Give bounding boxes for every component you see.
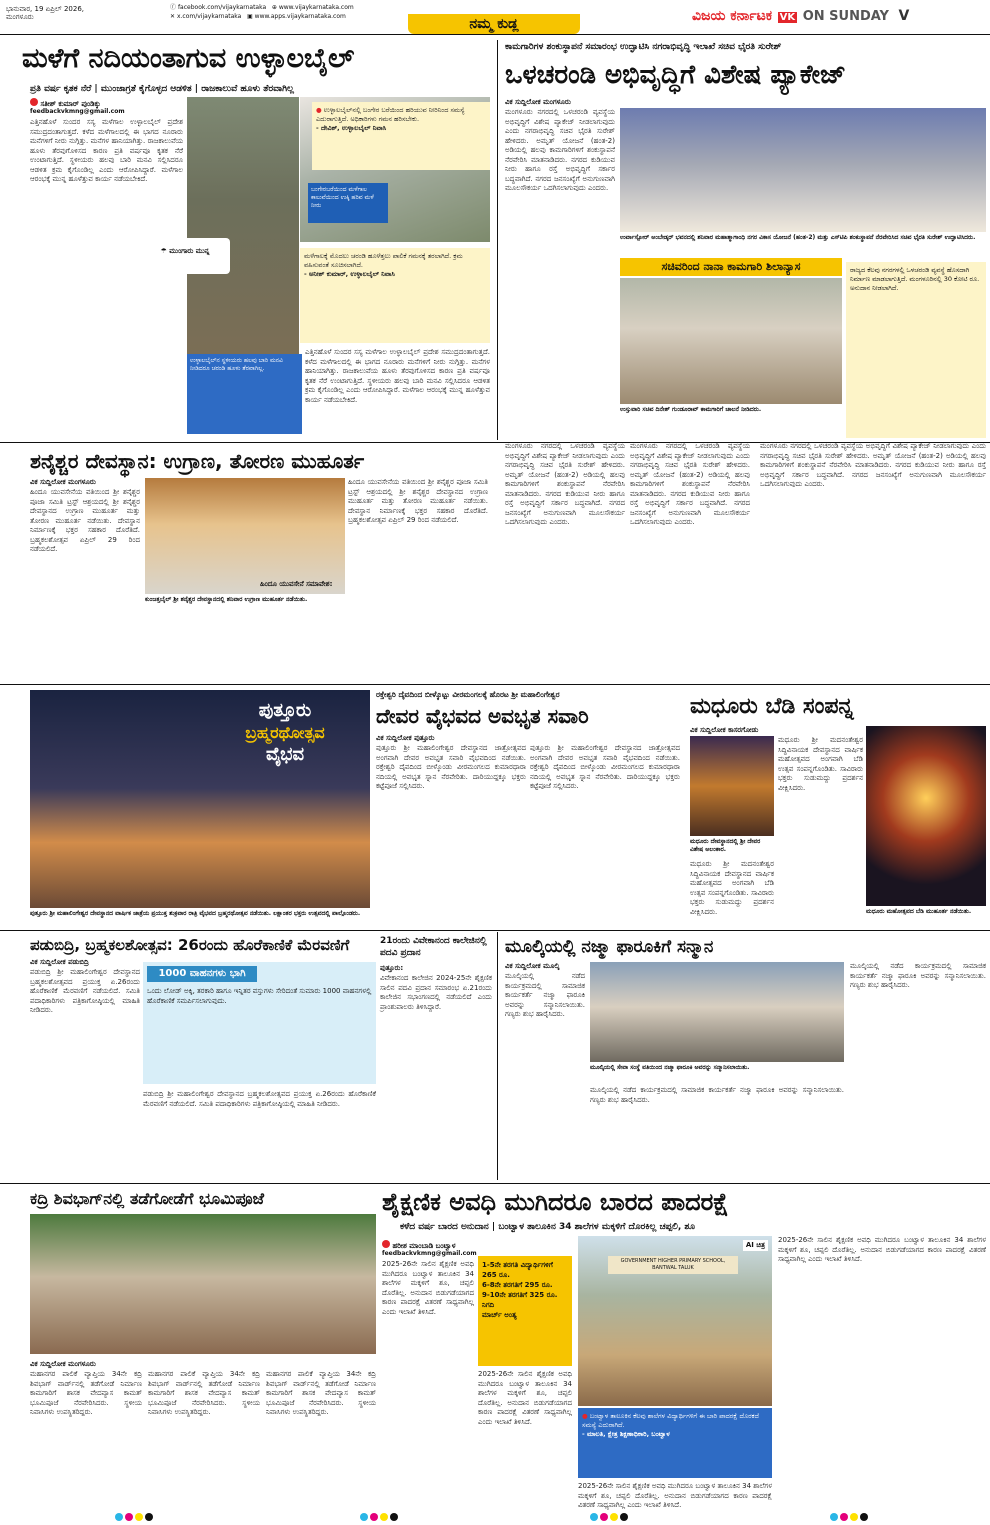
story2-subhead: ಸಚಿವರಿಂದ ನಾನಾ ಕಾಮಗಾರಿ ಶಿಲಾನ್ಯಾಸ xyxy=(620,258,842,276)
story6-photo-fireworks xyxy=(866,726,986,906)
story11-body: 2025-26ನೇ ಸಾಲಿನ ಶೈಕ್ಷಣಿಕ ಅವಧಿ ಮುಗಿದರೂ ಬಂಟ್ವಾಳ ತಾಲೂಕಿನ 34 ಶಾಲೆಗಳ ಮಕ್ಕಳಿಗೆ ಶೂ, ಚಪ್ಪಲಿ ದೊರೆತಿಲ್ಲ. ಅನುದಾನ ಬಿಡುಗಡೆಯಾಗದ ಕಾರಣ ಪಾದರಕ್ಷೆ ವಿತರಣೆ ಸಾಧ್ಯವಾಗಿಲ್ಲ ಎಂದು ಇಲಾಖೆ ತಿಳಿಸಿದೆ. xyxy=(382,1260,474,1316)
story6-headline: ಮಧೂರು ಬೆಡಿ ಸಂಪನ್ನ xyxy=(690,694,854,719)
story10-photo xyxy=(30,1214,376,1354)
section-rule-3 xyxy=(0,930,990,931)
story2-photo-foundation xyxy=(620,278,842,404)
story1-subhead: ಪ್ರತಿ ವರ್ಷ ಕೃತಕ ನೆರೆ | ಮುಂಜಾಗ್ರತೆ ಕೈಗೊಳ್ಳದ ಆಡಳಿತ | ರಾಜಕಾಲುವೆ ಹೂಳು ತೆರವಾಗಿಲ್ಲ xyxy=(30,84,294,94)
story11-headline: ಶೈಕ್ಷಣಿಕ ಅವಧಿ ಮುಗಿದರೂ ಬಾರದ ಪಾದರಕ್ಷೆ xyxy=(382,1188,729,1216)
story5-body-col2: ಪುತ್ತೂರು ಶ್ರೀ ಮಹಾಲಿಂಗೇಶ್ವರ ದೇವಸ್ಥಾನದ ಜಾತ್ರೋತ್ಸವದ ಅಂಗವಾಗಿ ದೇವರ ಅವಭೃತ ಸವಾರಿ ವೈಭವದಿಂದ ನಡೆಯಿತು. ರಕ್ತೇಶ್ವರಿ ದೈವದಿಂದ ಬೀಳ್ಕೊಂಡು ವೀರಮಂಗಲದ ಕುಮಾರಧಾರಾ ನದಿಯಲ್ಲಿ ಅವಭೃತ ಸ್ನಾನ ನೆರವೇರಿತು. ದಾರಿಯುದ್ದಕ್ಕೂ ಭಕ್ತರು ಕಟ್ಟೆಪೂಜೆ ಸಲ್ಲಿಸಿದರು. xyxy=(530,744,680,790)
story7-headline: ಪಡುಬಿದ್ರಿ, ಬ್ರಹ್ಮಕಲಶೋತ್ಸವ: 26ರಂದು ಹೊರೆಕಾಣಿಕೆ ಮೆರವಣಿಗೆ xyxy=(30,936,350,954)
cmyk-magenta xyxy=(840,1513,848,1521)
story3-body-col2: ಹಿಂದೂ ಯುವಸೇನೆಯ ವತಿಯಿಂದ ಶ್ರೀ ಶನೈಶ್ಚರ ಪೂಜಾ ಸಮಿತಿ ಟ್ರಸ್ಟ್ ಆಶ್ರಯದಲ್ಲಿ ಶ್ರೀ ಶನೈಶ್ಚರ ದೇವಸ್ಥಾನದ ಉಗ್ರಾಣ ಮುಹೂರ್ತ ಮತ್ತು ತೋರಣ ಮುಹೂರ್ತ ನಡೆಯಿತು. ದೇವಸ್ಥಾನ ನಿರ್ಮಾಣಕ್ಕೆ ಭಕ್ತರ ಸಹಕಾರ ದೊರೆತಿದೆ. ಬ್ರಹ್ಮಕಲಶೋತ್ಸವ ಏಪ್ರಿಲ್ 29 ರಿಂದ ನಡೆಯಲಿದೆ. xyxy=(348,478,488,524)
cmyk-black xyxy=(390,1513,398,1521)
column-rule xyxy=(497,40,498,440)
cmyk-black xyxy=(620,1513,628,1521)
stat-line: 9-10ನೇ ತರಗತಿಗೆ 325 ರೂ. ನಿಗದಿ xyxy=(482,1291,558,1309)
story7-body-col2: ಪಡುಬಿದ್ರಿ ಶ್ರೀ ಮಹಾಲಿಂಗೇಶ್ವರ ದೇವಸ್ಥಾನದ ಬ್ರಹ್ಮಕಲಶೋತ್ಸವದ ಪ್ರಯುಕ್ತ ಏ.26ರಂದು ಹೊರೆಕಾಣಿಕೆ ಮೆರವಣಿಗೆ ನಡೆಯಲಿದೆ. ಸಮಿತಿ ಪದಾಧಿಕಾರಿಗಳು ಪತ್ರಿಕಾಗೋಷ್ಠಿಯಲ್ಲಿ ಮಾಹಿತಿ ನೀಡಿದರು. xyxy=(143,1090,376,1108)
story2-byline: ವಿಕ ಸುದ್ದಿಲೋಕ ಮಂಗಳೂರು xyxy=(505,98,571,106)
story2-kicker: ಕಾಮಗಾರಿಗಳ ಶಂಕುಸ್ಥಾಪನೆ ಸಮಾರಂಭ ಉದ್ಘಾಟಿಸಿ ನಗರಾಭಿವೃದ್ಧಿ ಇಲಾಖೆ ಸಚಿವ ಭೈರತಿ ಸುರೇಶ್ xyxy=(505,42,782,52)
cmyk-yellow xyxy=(135,1513,143,1521)
story2-body-col3: ಮಂಗಳೂರು ನಗರದಲ್ಲಿ ಒಳಚರಂಡಿ ವ್ಯವಸ್ಥೆಯ ಅಭಿವೃದ್ಧಿಗೆ ವಿಶೇಷ ಪ್ಯಾಕೇಜ್ ನೀಡಲಾಗುವುದು ಎಂದು ನಗರಾಭಿವೃದ್ಧಿ ಸಚಿವ ಭೈರತಿ ಸುರೇಶ್ ಹೇಳಿದರು. ಅಮೃತ್ ಯೋಜನೆ (ಹಂತ-2) ಅಡಿಯಲ್ಲಿ ಹಲವು ಕಾಮಗಾರಿಗಳಿಗೆ ಶಂಕುಸ್ಥಾಪನೆ ನೆರವೇರಿಸಿ ಮಾತನಾಡಿದರು. ನಗರದ ಕುಡಿಯುವ ನೀರು ಹಾಗೂ ರಸ್ತೆ ಅಭಿವೃದ್ಧಿಗೆ ಸರ್ಕಾರ ಬದ್ಧವಾಗಿದೆ. ನಗರದ ಜನಸಂಖ್ಯೆಗೆ ಅನುಗುಣವಾಗಿ ಮೂಲಸೌಕರ್ಯ ಒದಗಿಸಲಾಗುವುದು ಎಂದರು. xyxy=(505,442,625,526)
footer-color-marks xyxy=(0,1506,990,1518)
cmyk-black xyxy=(145,1513,153,1521)
story1-body: ಎತ್ತಿನಹೊಳೆ ಸುಂದರ ಸಸ್ಯ ಮಳೆಗಾಲ ಉಳ್ಳಾಲಬೈಲ್ ಪ್ರದೇಶ ಸಮುದ್ರದಂತಾಗುತ್ತದೆ. ಕಳೆದ ಮಳೆಗಾಲದಲ್ಲಿ ಈ ಭಾಗದ ನೂರಾರು ಮನೆಗಳಿಗೆ ನೀರು ನುಗ್ಗಿತ್ತು. ಮನೆಗಳ ಹಾನಿಯಾಗಿತ್ತು. ರಾಜಕಾಲುವೆಯ ಹೂಳು ತೆರವುಗೊಳಿಸದ ಕಾರಣ ಪ್ರತಿ ವರ್ಷವೂ ಕೃತಕ ನೆರೆ ಉಂಟಾಗುತ್ತಿದೆ. ಸ್ಥಳೀಯರು ಹಲವು ಬಾರಿ ಮನವಿ ಸಲ್ಲಿಸಿದರೂ ಆಡಳಿತ ಕ್ರಮ ಕೈಗೊಂಡಿಲ್ಲ ಎಂದು ಆರೋಪಿಸಿದ್ದಾರೆ. ಮಳೆಗಾಲ ಆರಂಭಕ್ಕೆ ಮುನ್ನ ಹೂಳೆತ್ತುವ ಕಾರ್ಯ ನಡೆಯಬೇಕಿದೆ. xyxy=(30,118,183,183)
story10-body-col3: ಮಹಾನಗರ ಪಾಲಿಕೆ ವ್ಯಾಪ್ತಿಯ 34ನೇ ಕದ್ರಿ ಶಿವಭಾಗ್ ವಾರ್ಡ್‌ನಲ್ಲಿ ತಡೆಗೋಡೆ ನಿರ್ಮಾಣ ಕಾಮಗಾರಿಗೆ ಶಾಸಕ ವೇದವ್ಯಾಸ ಕಾಮತ್ ಭೂಮಿಪೂಜೆ ನೆರವೇರಿಸಿದರು. ಸ್ಥಳೀಯ ನಿವಾಸಿಗಳು ಉಪಸ್ಥಿತರಿದ್ದರು. xyxy=(266,1370,376,1416)
author-icon xyxy=(30,98,38,106)
story5-kicker: ರಕ್ತೇಶ್ವರಿ ದೈವದಿಂದ ಬೀಳ್ಕೊಟ್ಟು ವೀರಮಂಗಲಕ್ಕೆ ಹೊರಟ ಶ್ರೀ ಮಹಾಲಿಂಗೇಶ್ವರ xyxy=(376,690,560,699)
story2-photo-caption: ಉರ್ವಾಸ್ಟೋರ್ ಅಂಬೇಡ್ಕರ್ ಭವನದಲ್ಲಿ ಶನಿವಾರ ಮಹಾತ್ಮಾಗಾಂಧಿ ನಗರ ವಿಕಾಸ ಯೋಜನೆ (ಹಂತ-2) ಮತ್ತು ಎಸ್‌ಟಿಪಿ ಶಂಕುಸ್ಥಾಪನೆ ನೆರವೇರಿಸಿದ ಸಚಿವ ಭೈರತಿ ಸುರೇಶ್ ಉದ್ಘಾಟಿಸಿದರು. xyxy=(620,234,976,241)
story1-email[interactable]: feedbackvkmng@gmail.com xyxy=(30,108,125,115)
story8-body: ವಿವೇಕಾನಂದ ಕಾಲೇಜಿನ 2024-25ನೇ ಶೈಕ್ಷಣಿಕ ಸಾಲಿನ ಪದವಿ ಪ್ರದಾನ ಸಮಾರಂಭ ಏ.21ರಂದು ಕಾಲೇಜಿನ ಸಭಾಂಗಣದಲ್ಲಿ ನಡೆಯಲಿದೆ ಎಂದು ಪ್ರಾಂಶುಪಾಲರು ತಿಳಿಸಿದ್ದಾರೆ. xyxy=(380,974,492,1011)
story6-body-col2: ಮಧೂರು ಶ್ರೀ ಮದನಂತೇಶ್ವರ ಸಿದ್ಧಿವಿನಾಯಕ ದೇವಸ್ಥಾನದ ವಾರ್ಷಿಕ ಮಹೋತ್ಸವದ ಅಂಗವಾಗಿ ಬೆಡಿ ಉತ್ಸವ ಸಂಪನ್ನಗೊಂಡಿತು. ಸಾವಿರಾರು ಭಕ್ತರು ಸುಡುಮದ್ದು ಪ್ರದರ್ಶನ ವೀಕ್ಷಿಸಿದರು. xyxy=(690,860,774,916)
story1-body-col2: ಎತ್ತಿನಹೊಳೆ ಸುಂದರ ಸಸ್ಯ ಮಳೆಗಾಲ ಉಳ್ಳಾಲಬೈಲ್ ಪ್ರದೇಶ ಸಮುದ್ರದಂತಾಗುತ್ತದೆ. ಕಳೆದ ಮಳೆಗಾಲದಲ್ಲಿ ಈ ಭಾಗದ ನೂರಾರು ಮನೆಗಳಿಗೆ ನೀರು ನುಗ್ಗಿತ್ತು. ಮನೆಗಳ ಹಾನಿಯಾಗಿತ್ತು. ರಾಜಕಾಲುವೆಯ ಹೂಳು ತೆರವುಗೊಳಿಸದ ಕಾರಣ ಪ್ರತಿ ವರ್ಷವೂ ಕೃತಕ ನೆರೆ ಉಂಟಾಗುತ್ತಿದೆ. ಸ್ಥಳೀಯರು ಹಲವು ಬಾರಿ ಮನವಿ ಸಲ್ಲಿಸಿದರೂ ಆಡಳಿತ ಕ್ರಮ ಕೈಗೊಂಡಿಲ್ಲ ಎಂದು ಆರೋಪಿಸಿದ್ದಾರೆ. ಮಳೆಗಾಲ ಆರಂಭಕ್ಕೆ ಮುನ್ನ ಹೂಳೆತ್ತುವ ಕಾರ್ಯ ನಡೆಯಬೇಕಿದೆ. xyxy=(305,348,490,404)
story2-sub-caption: ಉಸ್ತುವಾರಿ ಸಚಿವ ದಿನೇಶ್ ಗುಂಡೂರಾವ್ ಕಾಮಗಾರಿಗೆ ಚಾಲನೆ ನೀಡಿದರು. xyxy=(620,406,762,413)
story1-callout: ಬಂಗೇರಬರೆಯಿಂದ ಮಳೆಗಾಲ ಕಾಲುವೆಯಿಂದ ಉಕ್ಕಿ ಹರಿವ ಮಳೆ ನೀರು xyxy=(308,183,388,223)
story10-body: ಮಹಾನಗರ ಪಾಲಿಕೆ ವ್ಯಾಪ್ತಿಯ 34ನೇ ಕದ್ರಿ ಶಿವಭಾಗ್ ವಾರ್ಡ್‌ನಲ್ಲಿ ತಡೆಗೋಡೆ ನಿರ್ಮಾಣ ಕಾಮಗಾರಿಗೆ ಶಾಸಕ ವೇದವ್ಯಾಸ ಕಾಮತ್ ಭೂಮಿಪೂಜೆ ನೆರವೇರಿಸಿದರು. ಸ್ಥಳೀಯ ನಿವಾಸಿಗಳು ಉಪಸ್ಥಿತರಿದ್ದರು. xyxy=(30,1370,142,1416)
story3-body: ಹಿಂದೂ ಯುವಸೇನೆಯ ವತಿಯಿಂದ ಶ್ರೀ ಶನೈಶ್ಚರ ಪೂಜಾ ಸಮಿತಿ ಟ್ರಸ್ಟ್ ಆಶ್ರಯದಲ್ಲಿ ಶ್ರೀ ಶನೈಶ್ಚರ ದೇವಸ್ಥಾನದ ಉಗ್ರಾಣ ಮುಹೂರ್ತ ಮತ್ತು ತೋರಣ ಮುಹೂರ್ತ ನಡೆಯಿತು. ದೇವಸ್ಥಾನ ನಿರ್ಮಾಣಕ್ಕೆ ಭಕ್ತರ ಸಹಕಾರ ದೊರೆತಿದೆ. ಬ್ರಹ್ಮಕಲಶೋತ್ಸವ ಏಪ್ರಿಲ್ 29 ರಿಂದ ನಡೆಯಲಿದೆ. xyxy=(30,488,140,553)
story3-photo-caption: ಕುಂಜತ್ತಬೈಲ್ ಶ್ರೀ ಶನೈಶ್ಚರ ದೇವಸ್ಥಾನದಲ್ಲಿ ಶನಿವಾರ ಉಗ್ರಾಣ ಮುಹೂರ್ತ ನಡೆಯಿತು. xyxy=(145,596,308,603)
story9-photo xyxy=(590,962,844,1062)
quote-dot-icon: ● xyxy=(316,106,322,114)
cmyk-magenta xyxy=(600,1513,608,1521)
stat-line: ಮಾರ್ಚ್ ಅಂತ್ಯ xyxy=(482,1311,517,1319)
cmyk-mark xyxy=(115,1506,155,1525)
story7-box-text: ಒಂದು ಲೋಡ್ ಅಕ್ಕಿ, ತರಕಾರಿ ಹಾಗೂ ಇನ್ನಿತರ ವಸ್ತುಗಳು ಸೇರಿದಂತೆ ಸುಮಾರು 1000 ವಾಹನಗಳಲ್ಲಿ ಹೊರೆಕಾಣಿಕೆ ಸಮರ್ಪಿಸಲಾಗುವುದು. xyxy=(147,987,372,1005)
story2-side-note: ರಾಜ್ಯದ ಕೆಲವು ನಗರಗಳಲ್ಲಿ ಒಳಚರಂಡಿ ವ್ಯವಸ್ಥೆ ಹೊಸದಾಗಿ ನಿರ್ಮಾಣ ಮಾಡಲಾಗುತ್ತಿದೆ. ಮಂಗಳೂರಿನಲ್ಲಿ 30 ಕೋಟಿ ರೂ. ಅನುದಾನ ನೀಡಲಾಗಿದೆ. xyxy=(846,262,986,438)
story5-byline: ವಿಕ ಸುದ್ದಿಲೋಕ ಪುತ್ತೂರು xyxy=(376,734,435,742)
story11-body-col4: 2025-26ನೇ ಸಾಲಿನ ಶೈಕ್ಷಣಿಕ ಅವಧಿ ಮುಗಿದರೂ ಬಂಟ್ವಾಳ ತಾಲೂಕಿನ 34 ಶಾಲೆಗಳ ಮಕ್ಕಳಿಗೆ ಶೂ, ಚಪ್ಪಲಿ ದೊರೆತಿಲ್ಲ. ಅನುದಾನ ಬಿಡುಗಡೆಯಾಗದ ಕಾರಣ ಪಾದರಕ್ಷೆ ವಿತರಣೆ ಸಾಧ್ಯವಾಗಿಲ್ಲ ಎಂದು ಇಲಾಖೆ ತಿಳಿಸಿದೆ. xyxy=(778,1236,986,1263)
cmyk-cyan xyxy=(590,1513,598,1521)
story2-body: ಮಂಗಳೂರು ನಗರದಲ್ಲಿ ಒಳಚರಂಡಿ ವ್ಯವಸ್ಥೆಯ ಅಭಿವೃದ್ಧಿಗೆ ವಿಶೇಷ ಪ್ಯಾಕೇಜ್ ನೀಡಲಾಗುವುದು ಎಂದು ನಗರಾಭಿವೃದ್ಧಿ ಸಚಿವ ಭೈರತಿ ಸುರೇಶ್ ಹೇಳಿದರು. ಅಮೃತ್ ಯೋಜನೆ (ಹಂತ-2) ಅಡಿಯಲ್ಲಿ ಹಲವು ಕಾಮಗಾರಿಗಳಿಗೆ ಶಂಕುಸ್ಥಾಪನೆ ನೆರವೇರಿಸಿ ಮಾತನಾಡಿದರು. ನಗರದ ಕುಡಿಯುವ ನೀರು ಹಾಗೂ ರಸ್ತೆ ಅಭಿವೃದ್ಧಿಗೆ ಸರ್ಕಾರ ಬದ್ಧವಾಗಿದೆ. ನಗರದ ಜನಸಂಖ್ಯೆಗೆ ಅನುಗುಣವಾಗಿ ಮೂಲಸೌಕರ್ಯ ಒದಗಿಸಲಾಗುವುದು ಎಂದರು. xyxy=(505,108,615,192)
story1-photo-caption: ಉಳ್ಳಾಲಬೈಲ್‌ನ ಸ್ಥಳೀಯರು ಹಲವು ಬಾರಿ ಮನವಿ ನೀಡಿದರೂ ಚರಂಡಿ ಹೂಳು ತೆರವಾಗಿಲ್ಲ. xyxy=(187,354,302,434)
story7-byline: ವಿಕ ಸುದ್ದಿಲೋಕ ಪಡುಬಿದ್ರಿ xyxy=(30,958,89,966)
story2-body-col4: ಮಂಗಳೂರು ನಗರದಲ್ಲಿ ಒಳಚರಂಡಿ ವ್ಯವಸ್ಥೆಯ ಅಭಿವೃದ್ಧಿಗೆ ವಿಶೇಷ ಪ್ಯಾಕೇಜ್ ನೀಡಲಾಗುವುದು ಎಂದು ನಗರಾಭಿವೃದ್ಧಿ ಸಚಿವ ಭೈರತಿ ಸುರೇಶ್ ಹೇಳಿದರು. ಅಮೃತ್ ಯೋಜನೆ (ಹಂತ-2) ಅಡಿಯಲ್ಲಿ ಹಲವು ಕಾಮಗಾರಿಗಳಿಗೆ ಶಂಕುಸ್ಥಾಪನೆ ನೆರವೇರಿಸಿ ಮಾತನಾಡಿದರು. ನಗರದ ಕುಡಿಯುವ ನೀರು ಹಾಗೂ ರಸ್ತೆ ಅಭಿವೃದ್ಧಿಗೆ ಸರ್ಕಾರ ಬದ್ಧವಾಗಿದೆ. ನಗರದ ಜನಸಂಖ್ಯೆಗೆ ಅನುಗುಣವಾಗಿ ಮೂಲಸೌಕರ್ಯ ಒದಗಿಸಲಾಗುವುದು ಎಂದರು. xyxy=(630,442,750,526)
story5-headline: ದೇವರ ವೈಭವದ ಅವಭೃತ ಸವಾರಿ xyxy=(376,704,589,728)
story10-body-col2: ಮಹಾನಗರ ಪಾಲಿಕೆ ವ್ಯಾಪ್ತಿಯ 34ನೇ ಕದ್ರಿ ಶಿವಭಾಗ್ ವಾರ್ಡ್‌ನಲ್ಲಿ ತಡೆಗೋಡೆ ನಿರ್ಮಾಣ ಕಾಮಗಾರಿಗೆ ಶಾಸಕ ವೇದವ್ಯಾಸ ಕಾಮತ್ ಭೂಮಿಪೂಜೆ ನೆರವೇರಿಸಿದರು. ಸ್ಥಳೀಯ ನಿವಾಸಿಗಳು ಉಪಸ್ಥಿತರಿದ್ದರು. xyxy=(148,1370,260,1416)
story7-box xyxy=(143,962,376,1084)
section-rule-2 xyxy=(0,684,990,685)
story2-photo-ceremony xyxy=(620,108,986,232)
story3-byline: ವಿಕ ಸುದ್ದಿಲೋಕ ಮಂಗಳೂರು xyxy=(30,478,96,486)
brand-logo: ವಿಜಯ ಕರ್ನಾಟಕ VK ON SUNDAY V xyxy=(692,8,910,24)
cmyk-magenta xyxy=(370,1513,378,1521)
story8-byline: ಪುತ್ತೂರು: xyxy=(380,964,404,972)
story4-photo-caption: ಪುತ್ತೂರು ಶ್ರೀ ಮಹಾಲಿಂಗೇಶ್ವರ ದೇವಸ್ಥಾನದ ವಾರ್ಷಿಕ ಜಾತ್ರೆಯ ಪ್ರಯುಕ್ತ ಶುಕ್ರವಾರ ರಾತ್ರಿ ವೈಭವದ ಬ್ರಹ್ಮರಥೋತ್ಸವ ನಡೆಯಿತು. ಲಕ್ಷಾಂತರ ಭಕ್ತರು ಉತ್ಸವದಲ್ಲಿ ಪಾಲ್ಗೊಂಡರು. xyxy=(30,910,361,917)
quote-dot-icon: ● xyxy=(582,1412,588,1420)
story1-photo-flood xyxy=(187,97,299,354)
story3-headline: ಶನೈಶ್ಚರ ದೇವಸ್ಥಾನ: ಉಗ್ರಾಣ, ತೋರಣ ಮುಹೂರ್ತ xyxy=(30,449,365,473)
cmyk-yellow xyxy=(850,1513,858,1521)
story9-body-bottom: ಮೂಲ್ಕಿಯಲ್ಲಿ ನಡೆದ ಕಾರ್ಯಕ್ರಮದಲ್ಲಿ ಸಾಮಾಜಿಕ ಕಾರ್ಯಕರ್ತೆ ನಜ್ಮಾ ಫಾರೂಕಿ ಅವರನ್ನು ಸನ್ಮಾನಿಸಲಾಯಿತು. ಗಣ್ಯರು ಶುಭ ಹಾರೈಸಿದರು. xyxy=(590,1086,844,1104)
story9-byline: ವಿಕ ಸುದ್ದಿಲೋಕ ಮೂಲ್ಕಿ xyxy=(505,962,560,970)
story9-body-right: ಮೂಲ್ಕಿಯಲ್ಲಿ ನಡೆದ ಕಾರ್ಯಕ್ರಮದಲ್ಲಿ ಸಾಮಾಜಿಕ ಕಾರ್ಯಕರ್ತೆ ನಜ್ಮಾ ಫಾರೂಕಿ ಅವರನ್ನು ಸನ್ಮಾನಿಸಲಾಯಿತು. ಗಣ್ಯರು ಶುಭ ಹಾರೈಸಿದರು. xyxy=(850,962,986,989)
story3-sub-label: ಹಿಂದೂ ಯುವಸೇನೆ ಸಮಾವೇಶ: xyxy=(260,580,333,588)
story11-body-col3: 2025-26ನೇ ಸಾಲಿನ ಶೈಕ್ಷಣಿಕ ಅವಧಿ ಮುಗಿದರೂ ಬಂಟ್ವಾಳ ತಾಲೂಕಿನ 34 ಶಾಲೆಗಳ ಮಕ್ಕಳಿಗೆ ಶೂ, ಚಪ್ಪಲಿ ದೊರೆತಿಲ್ಲ. ಅನುದಾನ ಬಿಡುಗಡೆಯಾಗದ ಕಾರಣ ಪಾದರಕ್ಷೆ ವಿತರಣೆ ಸಾಧ್ಯವಾಗಿಲ್ಲ ಎಂದು ಇಲಾಖೆ ತಿಳಿಸಿದೆ. xyxy=(578,1482,772,1509)
section-title: ನಮ್ಮ ಕುಡ್ಲ xyxy=(408,14,580,34)
cmyk-cyan xyxy=(115,1513,123,1521)
story8-headline: 21ರಂದು ವಿವೇಕಾನಂದ ಕಾಲೇಜಿನಲ್ಲಿ ಪದವಿ ಪ್ರದಾನ xyxy=(380,936,487,958)
story6-photo-idol xyxy=(690,736,774,836)
author-icon xyxy=(382,1240,390,1248)
story11-photo-school xyxy=(578,1236,772,1406)
story11-photo-caption: ● ಬಂಟ್ವಾಳ ತಾಲೂಕಿನ ಕೆಲವು ಶಾಲೆಗಳ ವಿದ್ಯಾರ್ಥಿಗಳಿಗೆ ಈ ಬಾರಿ ಪಾದರಕ್ಷೆ ದೊರಕದೆ ಸಮಸ್ಯೆ ಎದುರಾಗಿದೆ. - ಮಾಲತಿ, ಕ್ಷೇತ್ರ ಶಿಕ್ಷಣಾಧಿಕಾರಿ, ಬಂಟ್ವಾಳ xyxy=(578,1408,772,1478)
story9-headline: ಮೂಲ್ಕಿಯಲ್ಲಿ ನಜ್ಮಾ ಫಾರೂಕಿಗೆ ಸನ್ಮಾನ xyxy=(505,937,714,957)
story5-body: ಪುತ್ತೂರು ಶ್ರೀ ಮಹಾಲಿಂಗೇಶ್ವರ ದೇವಸ್ಥಾನದ ಜಾತ್ರೋತ್ಸವದ ಅಂಗವಾಗಿ ದೇವರ ಅವಭೃತ ಸವಾರಿ ವೈಭವದಿಂದ ನಡೆಯಿತು. ರಕ್ತೇಶ್ವರಿ ದೈವದಿಂದ ಬೀಳ್ಕೊಂಡು ವೀರಮಂಗಲದ ಕುಮಾರಧಾರಾ ನದಿಯಲ್ಲಿ ಅವಭೃತ ಸ್ನಾನ ನೆರವೇರಿತು. ದಾರಿಯುದ್ದಕ್ಕೂ ಭಕ್ತರು ಕಟ್ಟೆಪೂಜೆ ಸಲ್ಲಿಸಿದರು. xyxy=(376,744,526,790)
cmyk-cyan xyxy=(360,1513,368,1521)
story6-caption-left: ಮಧೂರು ದೇವಸ್ಥಾನದಲ್ಲಿ ಶ್ರೀ ದೇವರ ವಿಶೇಷ ಅಲಂಕಾರ. xyxy=(690,838,761,853)
story1-byline: ಸತೀಶ್ ಕುಮಾರ್ ಪುಂಡಿಕ್ಕು xyxy=(30,98,190,109)
story1-tag: ☂ ಮುಂಗಾರು ಮುನ್ನ xyxy=(140,238,230,274)
date-line: ಭಾನುವಾರ, 19 ಏಪ್ರಿಲ್ 2026, ಮಂಗಳೂರು xyxy=(6,5,84,21)
cmyk-black xyxy=(860,1513,868,1521)
story11-subhead: ಕಳೆದ ವರ್ಷ ಬಾರದ ಅನುದಾನ | ಬಂಟ್ವಾಳ ತಾಲೂಕಿನ 34 ಶಾಲೆಗಳ ಮಕ್ಕಳಿಗೆ ದೊರಕಿಲ್ಲ ಚಪ್ಪಲಿ, ಶೂ xyxy=(400,1222,696,1232)
story11-body-col2: 2025-26ನೇ ಸಾಲಿನ ಶೈಕ್ಷಣಿಕ ಅವಧಿ ಮುಗಿದರೂ ಬಂಟ್ವಾಳ ತಾಲೂಕಿನ 34 ಶಾಲೆಗಳ ಮಕ್ಕಳಿಗೆ ಶೂ, ಚಪ್ಪಲಿ ದೊರೆತಿಲ್ಲ. ಅನುದಾನ ಬಿಡುಗಡೆಯಾಗದ ಕಾರಣ ಪಾದರಕ್ಷೆ ವಿತರಣೆ ಸಾಧ್ಯವಾಗಿಲ್ಲ ಎಂದು ಇಲಾಖೆ ತಿಳಿಸಿದೆ. xyxy=(478,1370,572,1426)
story6-body: ಮಧೂರು ಶ್ರೀ ಮದನಂತೇಶ್ವರ ಸಿದ್ಧಿವಿನಾಯಕ ದೇವಸ್ಥಾನದ ವಾರ್ಷಿಕ ಮಹೋತ್ಸವದ ಅಂಗವಾಗಿ ಬೆಡಿ ಉತ್ಸವ ಸಂಪನ್ನಗೊಂಡಿತು. ಸಾವಿರಾರು ಭಕ್ತರು ಸುಡುಮದ್ದು ಪ್ರದರ್ಶನ ವೀಕ್ಷಿಸಿದರು. xyxy=(778,736,863,792)
story1-headline: ಮಳೆಗೆ ನದಿಯಂತಾಗುವ ಉಳ್ಳಾಲಬೈಲ್ xyxy=(22,43,355,74)
story1-quote2: ಮಳೆಗಾಲಕ್ಕೆ ಮೊದಲು ಚರಂಡಿ ಹೂಳೆತ್ತಲು ಪಾಲಿಕೆ ಗಮನಕ್ಕೆ ತರಲಾಗಿದೆ. ಕ್ರಮ ವಹಿಸುವಂತೆ ಸೂಚಿಸಲಾಗಿದೆ. - ಅನೀಶ್ ಕುಮಾರ್, ಉಳ್ಳಾಲಬೈಲ್ ನಿವಾಸಿ xyxy=(300,248,490,343)
stat-line: 1-5ನೇ ತರಗತಿ ವಿದ್ಯಾರ್ಥಿಗಳಿಗೆ 265 ರೂ. xyxy=(482,1261,553,1279)
x-icon: ✕ xyxy=(170,13,176,20)
social-links[interactable]: ⓕ facebook.com/vijaykarnataka ⊕ www.vijaykarnataka.com ✕ x.com/vijaykarnataka ▣ www.apps.vijaykarnataka.com xyxy=(170,4,354,20)
umbrella-icon: ☂ xyxy=(160,247,167,255)
cmyk-mark xyxy=(590,1506,630,1525)
masthead-rule xyxy=(0,34,990,35)
stat-line: 6-8ನೇ ತರಗತಿಗೆ 295 ರೂ. xyxy=(482,1281,553,1289)
story11-byline: ಹರೀಶ ಮಾಂಬಾಡಿ ಬಂಟ್ವಾಳ xyxy=(382,1240,572,1251)
app-icon: ▣ xyxy=(247,13,253,20)
cmyk-magenta xyxy=(125,1513,133,1521)
cmyk-mark xyxy=(360,1506,400,1525)
story9-body-left: ಮೂಲ್ಕಿಯಲ್ಲಿ ನಡೆದ ಕಾರ್ಯಕ್ರಮದಲ್ಲಿ ಸಾಮಾಜಿಕ ಕಾರ್ಯಕರ್ತೆ ನಜ್ಮಾ ಫಾರೂಕಿ ಅವರನ್ನು ಸನ್ಮಾನಿಸಲಾಯಿತು. ಗಣ್ಯರು ಶುಭ ಹಾರೈಸಿದರು. xyxy=(505,972,585,1018)
cmyk-yellow xyxy=(380,1513,388,1521)
cmyk-mark xyxy=(830,1506,870,1525)
cmyk-yellow xyxy=(610,1513,618,1521)
story9-photo-caption: ಮೂಲ್ಕಿಯಲ್ಲಿ ಸೇವಾ ಸಂಸ್ಥೆ ವತಿಯಿಂದ ನಜ್ಮಾ ಫಾರೂಕಿ ಅವರನ್ನು ಸನ್ಮಾನಿಸಲಾಯಿತು. xyxy=(590,1064,750,1071)
story2-headline: ಒಳಚರಂಡಿ ಅಭಿವೃದ್ಧಿಗೆ ವಿಶೇಷ ಪ್ಯಾಕೇಜ್ xyxy=(505,60,846,90)
story10-byline: ವಿಕ ಸುದ್ದಿಲೋಕ ಮಂಗಳೂರು xyxy=(30,1360,96,1368)
story11-stats-box xyxy=(478,1256,572,1366)
story11-email[interactable]: feedbackvkmng@gmail.com xyxy=(382,1250,477,1257)
story6-byline: ವಿಕ ಸುದ್ದಿಲೋಕ ಕಾಸರಗೋಡು xyxy=(690,726,759,734)
story7-badge: 1000 ವಾಹನಗಳು ಭಾಗಿ xyxy=(147,966,257,982)
section-rule-4 xyxy=(0,1183,990,1184)
story7-body: ಪಡುಬಿದ್ರಿ ಶ್ರೀ ಮಹಾಲಿಂಗೇಶ್ವರ ದೇವಸ್ಥಾನದ ಬ್ರಹ್ಮಕಲಶೋತ್ಸವದ ಪ್ರಯುಕ್ತ ಏ.26ರಂದು ಹೊರೆಕಾಣಿಕೆ ಮೆರವಣಿಗೆ ನಡೆಯಲಿದೆ. ಸಮಿತಿ ಪದಾಧಿಕಾರಿಗಳು ಪತ್ರಿಕಾಗೋಷ್ಠಿಯಲ್ಲಿ ಮಾಹಿತಿ ನೀಡಿದರು. xyxy=(30,968,140,1014)
globe-icon: ⊕ xyxy=(271,4,277,11)
story11-school-sign: GOVERNMENT HIGHER PRIMARY SCHOOL, BANTWAL TALUK xyxy=(608,1256,738,1274)
story6-caption-right: ಮಧೂರು ಮಹೋತ್ಸವದ ಬೆಡಿ ಮುಹೂರ್ತ ನಡೆಯಿತು. xyxy=(866,908,972,915)
facebook-icon: ⓕ xyxy=(170,4,177,11)
cmyk-cyan xyxy=(830,1513,838,1521)
story10-headline: ಕದ್ರಿ ಶಿವಭಾಗ್‌ನಲ್ಲಿ ತಡೆಗೋಡೆಗೆ ಭೂಮಿಪೂಜೆ xyxy=(30,1189,265,1208)
masthead xyxy=(0,0,990,34)
column-rule-2 xyxy=(497,932,498,1180)
story3-photo xyxy=(145,478,345,594)
story11-ai-badge: AI ಚಿತ್ರ xyxy=(743,1240,768,1251)
story4-title: ಪುತ್ತೂರು ಬ್ರಹ್ಮರಥೋತ್ಸವ ವೈಭವ xyxy=(245,700,325,765)
story1-quote1: ● ಉಳ್ಳಾಲಬೈಲ್‌ನಲ್ಲಿ ಬಂಗೇರ ಬರೆಯಿಂದ ಹರಿಯುವ ನೀರಿನಿಂದ ಸಮಸ್ಯೆ ಎದುರಾಗುತ್ತಿದೆ. ಅಧಿಕಾರಿಗಳು ಗಮನ ಹರಿಸಬೇಕು. - ದೇವಿಶ್, ಉಳ್ಳಾಲಬೈಲ್ ನಿವಾಸಿ xyxy=(312,102,490,170)
story2-body-col5: ಮಂಗಳೂರು ನಗರದಲ್ಲಿ ಒಳಚರಂಡಿ ವ್ಯವಸ್ಥೆಯ ಅಭಿವೃದ್ಧಿಗೆ ವಿಶೇಷ ಪ್ಯಾಕೇಜ್ ನೀಡಲಾಗುವುದು ಎಂದು ನಗರಾಭಿವೃದ್ಧಿ ಸಚಿವ ಭೈರತಿ ಸುರೇಶ್ ಹೇಳಿದರು. ಅಮೃತ್ ಯೋಜನೆ (ಹಂತ-2) ಅಡಿಯಲ್ಲಿ ಹಲವು ಕಾಮಗಾರಿಗಳಿಗೆ ಶಂಕುಸ್ಥಾಪನೆ ನೆರವೇರಿಸಿ ಮಾತನಾಡಿದರು. ನಗರದ ಕುಡಿಯುವ ನೀರು ಹಾಗೂ ರಸ್ತೆ ಅಭಿವೃದ್ಧಿಗೆ ಸರ್ಕಾರ ಬದ್ಧವಾಗಿದೆ. ನಗರದ ಜನಸಂಖ್ಯೆಗೆ ಅನುಗುಣವಾಗಿ ಮೂಲಸೌಕರ್ಯ ಒದಗಿಸಲಾಗುವುದು ಎಂದರು. xyxy=(760,442,986,488)
story4-photo-rathotsava xyxy=(30,690,370,908)
